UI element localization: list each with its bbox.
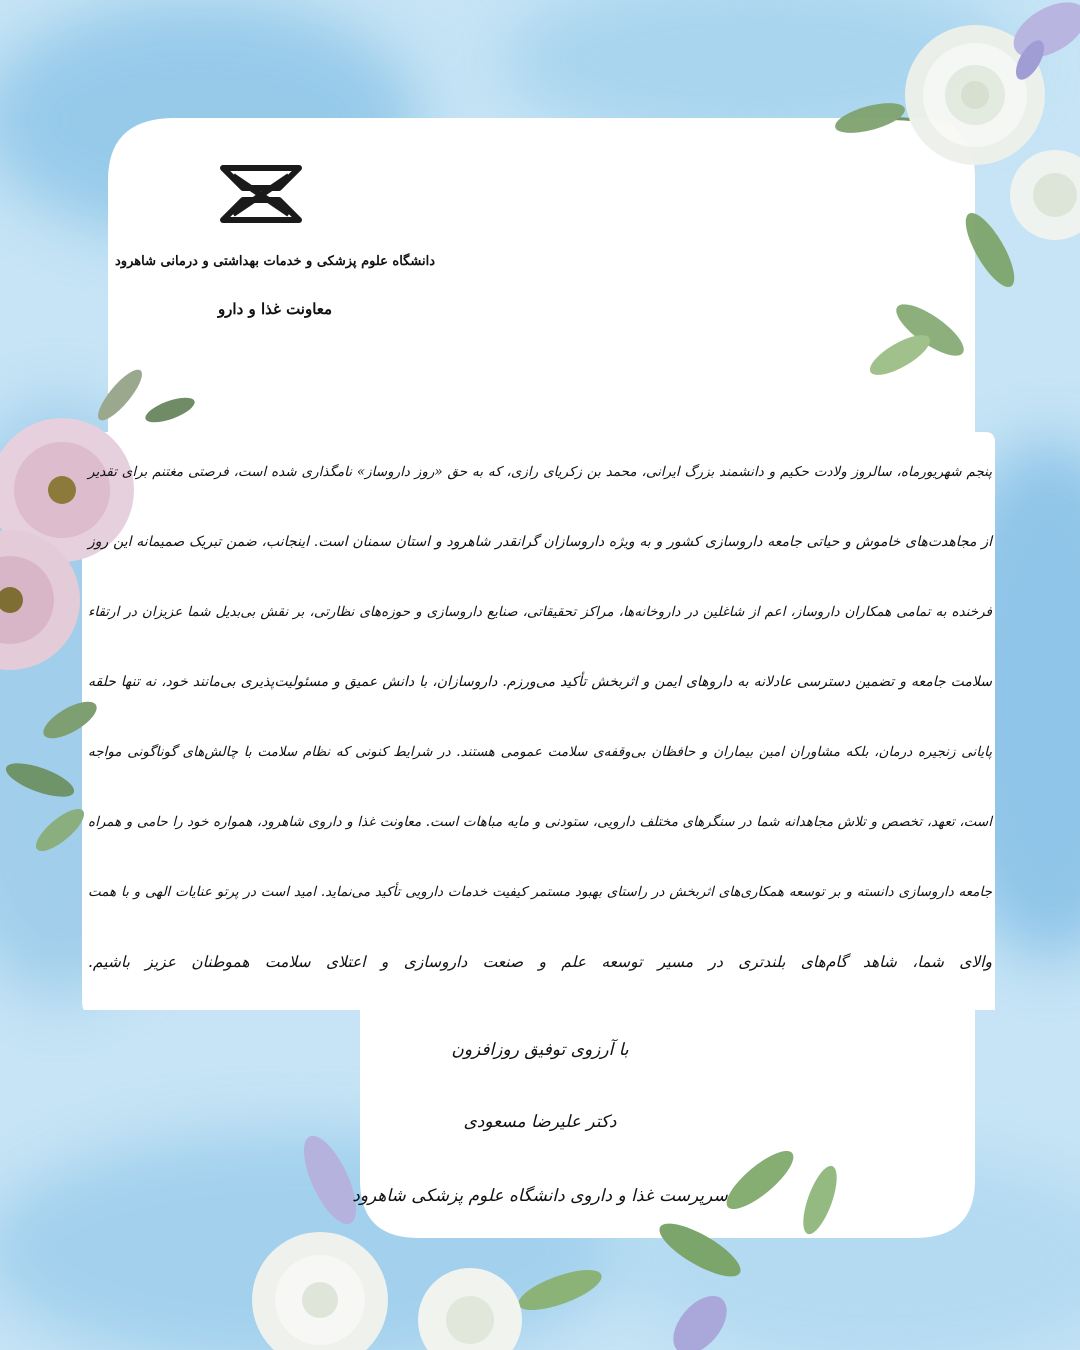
signatory-name: دکتر علیرضا مسعودی: [463, 1112, 617, 1132]
letter-line: است، تعهد، تخصص و تلاش مجاهدانه شما در سنگرهای مختلف دارویی، ستودنی و مایه مباهات است. معاونت غذا و داروی شاهرود، همواره خود را حامی و همراه: [88, 814, 992, 830]
letter-line: پایانی زنجیره درمان، بلکه مشاوران امین بیماران و حافظان بی‌وقفه‌ی سلامت عمومی هستند. در شرایط کنونی که نظام سلامت با چالش‌های گوناگونی مواجه: [88, 744, 992, 760]
university-logo-icon: [217, 162, 305, 226]
letter-line: از مجاهدت‌های خاموش و حیاتی جامعه داروسازی کشور و به ویژه داروسازان گرانقدر شاهرود و استان سمنان است. اینجانب، ضمن تبریک صمیمانه این روز: [88, 534, 992, 550]
letter-line: فرخنده به تمامی همکاران داروساز، اعم از شاغلین در داروخانه‌ها، مراکز تحقیقاتی، صنایع داروسازی و حوزه‌های نظارتی، بر نقش بی‌بدیل شما عزیزان در ارتقاء: [88, 604, 992, 620]
bottom-flower: [252, 1129, 844, 1350]
letter-line: پنجم شهریورماه، سالروز ولادت حکیم و دانشمند بزرگ ایرانی، محمد بن زکریای رازی، که به حق «روز داروساز» نامگذاری شده است، فرصتی مغتنم برای تقدیر: [88, 464, 992, 480]
letter-line: سلامت جامعه و تضمین دسترسی عادلانه به داروهای ایمن و اثربخش تأکید می‌ورزم. داروسازان، با دانش عمیق و مسئولیت‌پذیری بی‌مانند خود، نه تنها حلقه: [88, 674, 992, 690]
closing-wish: با آرزوی توفیق روزافزون: [451, 1040, 629, 1060]
letter-line: والای شما، شاهد گام‌های بلندتری در مسیر توسعه علم و صنعت داروسازی و اعتلای سلامت هموطنان عزیز باشیم.: [88, 953, 992, 971]
top-right-flower: [832, 0, 1080, 382]
department-name: معاونت غذا و دارو: [217, 300, 333, 318]
letter-body: [88, 452, 992, 1012]
university-name: دانشگاه علوم پزشکی و خدمات بهداشتی و درمانی شاهرود: [115, 254, 435, 269]
university-logo-block: [110, 158, 440, 358]
signatory-title: سرپرست غذا و داروی دانشگاه علوم پزشکی شاهرود: [352, 1186, 728, 1206]
letter-line: جامعه داروسازی دانسته و بر توسعه همکاری‌های اثربخش در راستای بهبود مستمر کیفیت خدمات دارویی تأکید می‌نماید. امید است در پرتو عنایات الهی و با همت: [88, 884, 992, 900]
